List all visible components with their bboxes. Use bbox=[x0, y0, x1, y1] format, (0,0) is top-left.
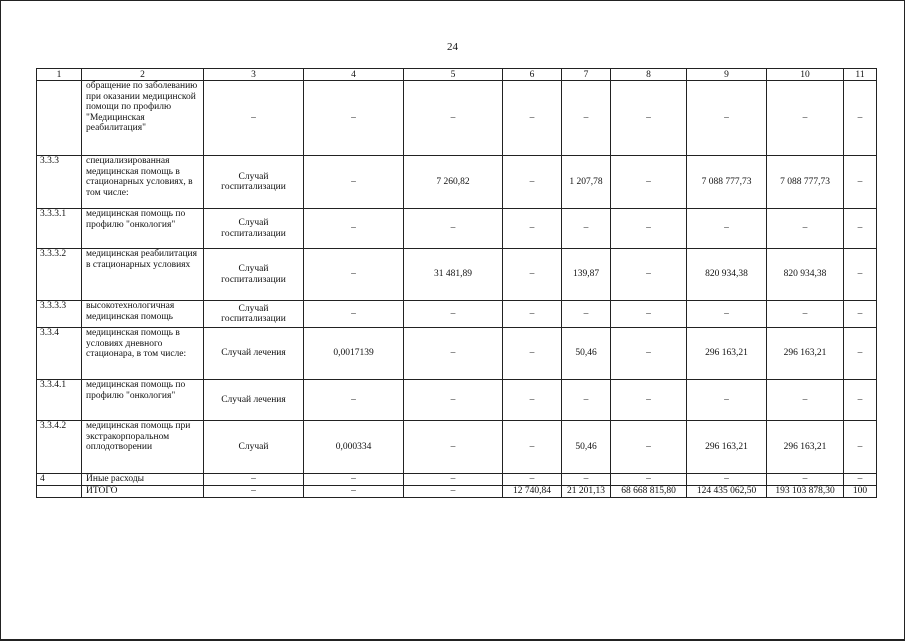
page-number: 24 bbox=[447, 41, 458, 53]
row-name: обращение по заболеванию при оказании медицинской помощи по профилю "Медицинская реабилитация" bbox=[82, 81, 204, 156]
value-cell: 12 740,84 bbox=[503, 486, 562, 498]
value-cell: 820 934,38 bbox=[767, 249, 844, 301]
value-cell: 296 163,21 bbox=[687, 328, 767, 380]
value-cell: – bbox=[304, 380, 404, 421]
value-cell: – bbox=[404, 81, 503, 156]
value-cell: 139,87 bbox=[562, 249, 611, 301]
row-name: медицинская помощь по профилю "онкология" bbox=[82, 209, 204, 249]
value-cell: 7 260,82 bbox=[404, 156, 503, 209]
value-cell: – bbox=[404, 209, 503, 249]
value-cell: – bbox=[562, 81, 611, 156]
unit-cell: Случай госпитализации bbox=[204, 209, 304, 249]
value-cell: – bbox=[611, 421, 687, 474]
value-cell: 68 668 815,80 bbox=[611, 486, 687, 498]
value-cell: – bbox=[687, 209, 767, 249]
value-cell: – bbox=[844, 474, 877, 486]
value-cell: – bbox=[844, 301, 877, 328]
row-code bbox=[37, 81, 82, 156]
value-cell: 100 bbox=[844, 486, 877, 498]
value-cell: – bbox=[611, 380, 687, 421]
value-cell: – bbox=[304, 156, 404, 209]
value-cell: – bbox=[304, 301, 404, 328]
value-cell: – bbox=[404, 486, 503, 498]
column-number: 10 bbox=[767, 69, 844, 81]
value-cell: 0,0017139 bbox=[304, 328, 404, 380]
row-code: 3.3.3 bbox=[37, 156, 82, 209]
table-row bbox=[37, 328, 877, 380]
value-cell: 296 163,21 bbox=[767, 421, 844, 474]
value-cell: 0,000334 bbox=[304, 421, 404, 474]
unit-cell: Случай лечения bbox=[204, 380, 304, 421]
row-code bbox=[37, 486, 82, 498]
value-cell: 296 163,21 bbox=[687, 421, 767, 474]
value-cell: – bbox=[611, 249, 687, 301]
column-number: 7 bbox=[562, 69, 611, 81]
unit-cell: Случай госпитализации bbox=[204, 301, 304, 328]
value-cell: – bbox=[503, 474, 562, 486]
value-cell: – bbox=[503, 156, 562, 209]
value-cell: – bbox=[844, 81, 877, 156]
value-cell: – bbox=[503, 301, 562, 328]
column-number: 9 bbox=[687, 69, 767, 81]
row-code: 3.3.3.2 bbox=[37, 249, 82, 301]
row-code: 4 bbox=[37, 474, 82, 486]
unit-cell: Случай госпитализации bbox=[204, 156, 304, 209]
table-row bbox=[37, 209, 877, 249]
value-cell: 50,46 bbox=[562, 421, 611, 474]
column-number: 2 bbox=[82, 69, 204, 81]
column-number: 11 bbox=[844, 69, 877, 81]
value-cell: 50,46 bbox=[562, 328, 611, 380]
unit-cell: – bbox=[204, 486, 304, 498]
row-code: 3.3.4.1 bbox=[37, 380, 82, 421]
value-cell: – bbox=[503, 421, 562, 474]
value-cell: – bbox=[611, 209, 687, 249]
table-header-row bbox=[37, 69, 877, 81]
table-row bbox=[37, 156, 877, 209]
value-cell: 193 103 878,30 bbox=[767, 486, 844, 498]
unit-cell: – bbox=[204, 81, 304, 156]
value-cell: – bbox=[404, 380, 503, 421]
value-cell: 31 481,89 bbox=[404, 249, 503, 301]
table-row bbox=[37, 301, 877, 328]
row-name: медицинская помощь в условиях дневного стационара, в том числе: bbox=[82, 328, 204, 380]
table-total-row bbox=[37, 486, 877, 498]
value-cell: – bbox=[404, 301, 503, 328]
value-cell: – bbox=[687, 301, 767, 328]
value-cell: – bbox=[304, 486, 404, 498]
value-cell: – bbox=[611, 328, 687, 380]
value-cell: – bbox=[611, 156, 687, 209]
value-cell: – bbox=[844, 421, 877, 474]
row-name: медицинская реабилитация в стационарных условиях bbox=[82, 249, 204, 301]
row-name: специализированная медицинская помощь в стационарных условиях, в том числе: bbox=[82, 156, 204, 209]
value-cell: – bbox=[844, 209, 877, 249]
value-cell: 21 201,13 bbox=[562, 486, 611, 498]
row-code: 3.3.4 bbox=[37, 328, 82, 380]
value-cell: – bbox=[404, 328, 503, 380]
value-cell: – bbox=[562, 474, 611, 486]
row-name: медицинская помощь по профилю "онкология" bbox=[82, 380, 204, 421]
value-cell: – bbox=[304, 474, 404, 486]
value-cell: 7 088 777,73 bbox=[687, 156, 767, 209]
value-cell: 7 088 777,73 bbox=[767, 156, 844, 209]
unit-cell: Случай лечения bbox=[204, 328, 304, 380]
row-code: 3.3.4.2 bbox=[37, 421, 82, 474]
value-cell: – bbox=[304, 209, 404, 249]
value-cell: – bbox=[687, 81, 767, 156]
value-cell: 820 934,38 bbox=[687, 249, 767, 301]
table-row bbox=[37, 421, 877, 474]
column-number: 5 bbox=[404, 69, 503, 81]
table-row bbox=[37, 249, 877, 301]
row-code: 3.3.3.1 bbox=[37, 209, 82, 249]
value-cell: – bbox=[844, 380, 877, 421]
row-name: медицинская помощь при экстракорпоральном оплодотворении bbox=[82, 421, 204, 474]
row-name: высокотехнологичная медицинская помощь bbox=[82, 301, 204, 328]
unit-cell: – bbox=[204, 474, 304, 486]
column-number: 4 bbox=[304, 69, 404, 81]
value-cell: – bbox=[611, 474, 687, 486]
value-cell: – bbox=[562, 209, 611, 249]
table-row bbox=[37, 474, 877, 486]
value-cell: – bbox=[767, 380, 844, 421]
value-cell: – bbox=[767, 474, 844, 486]
value-cell: – bbox=[503, 209, 562, 249]
column-number: 1 bbox=[37, 69, 82, 81]
row-name: ИТОГО bbox=[82, 486, 204, 498]
row-name: Иные расходы bbox=[82, 474, 204, 486]
value-cell: – bbox=[687, 380, 767, 421]
value-cell: – bbox=[304, 249, 404, 301]
value-cell: – bbox=[503, 380, 562, 421]
value-cell: – bbox=[562, 380, 611, 421]
column-number: 8 bbox=[611, 69, 687, 81]
value-cell: – bbox=[687, 474, 767, 486]
table-row bbox=[37, 81, 877, 156]
value-cell: – bbox=[844, 328, 877, 380]
column-number: 3 bbox=[204, 69, 304, 81]
value-cell: – bbox=[503, 81, 562, 156]
data-table bbox=[36, 68, 877, 498]
value-cell: – bbox=[844, 249, 877, 301]
value-cell: 1 207,78 bbox=[562, 156, 611, 209]
value-cell: – bbox=[767, 301, 844, 328]
unit-cell: Случай госпитализации bbox=[204, 249, 304, 301]
value-cell: – bbox=[844, 156, 877, 209]
value-cell: – bbox=[503, 328, 562, 380]
value-cell: 124 435 062,50 bbox=[687, 486, 767, 498]
unit-cell: Случай bbox=[204, 421, 304, 474]
value-cell: – bbox=[611, 301, 687, 328]
value-cell: – bbox=[404, 474, 503, 486]
table-row bbox=[37, 380, 877, 421]
value-cell: 296 163,21 bbox=[767, 328, 844, 380]
column-number: 6 bbox=[503, 69, 562, 81]
value-cell: – bbox=[503, 249, 562, 301]
value-cell: – bbox=[304, 81, 404, 156]
value-cell: – bbox=[611, 81, 687, 156]
value-cell: – bbox=[767, 209, 844, 249]
value-cell: – bbox=[767, 81, 844, 156]
value-cell: – bbox=[404, 421, 503, 474]
value-cell: – bbox=[562, 301, 611, 328]
row-code: 3.3.3.3 bbox=[37, 301, 82, 328]
